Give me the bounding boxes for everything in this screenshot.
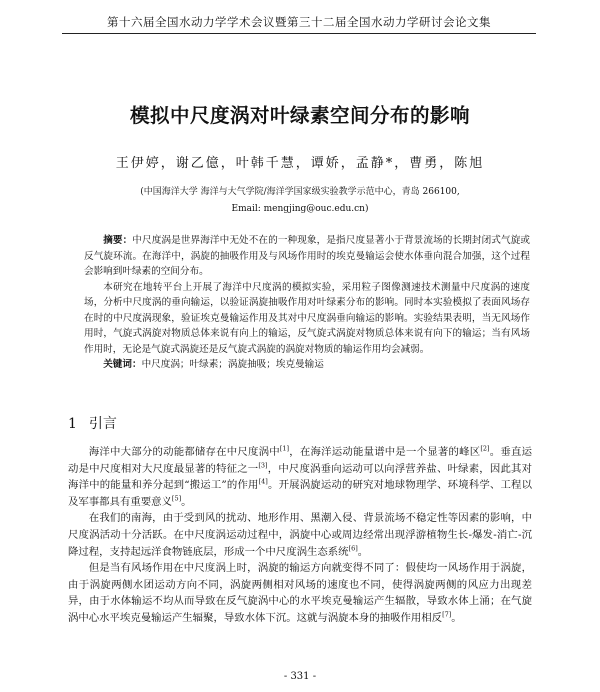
abstract-paragraph-1 xyxy=(84,233,530,280)
intro-paragraph-3 xyxy=(68,560,532,626)
intro-text: ，在海洋运动能量谱中是一个显著的峰区 xyxy=(289,446,481,458)
introduction-body xyxy=(68,444,532,627)
intro-paragraph-2 xyxy=(68,510,532,560)
intro-text: ，中尺度涡垂向运动可以向浮营养盐、叶绿素，因此其对海洋中的能量和养分起到“搬运工”的作用 xyxy=(68,462,532,492)
section-title: 引言 xyxy=(88,416,117,432)
affiliation: (中国海洋大学 海洋与大气学院/海洋学国家级实验教学示范中心，青岛 266100, xyxy=(140,187,460,197)
keywords-line xyxy=(84,357,530,373)
keywords-label: 关键词： xyxy=(103,359,142,370)
intro-text: 但是当有风场作用在中尺度涡上时，涡旋的输运方向就变得不同了：假使均一风场作用于涡旋，由于涡旋两侧水团运动方向不同，涡旋两侧相对风场的速度也不同，使得涡旋两侧的风应力出现差异，由于水体输运不均从而导致在反气旋涡中心的水平埃克曼输运产生辐散，导致水体上涌；在气旋涡中心水平埃克曼输运产生辐聚，导致水体下沉。这就与涡旋本身的抽吸作用相反 xyxy=(68,562,532,624)
intro-paragraph-1 xyxy=(68,444,532,510)
paper-title: 模拟中尺度涡对叶绿素空间分布的影响 xyxy=(129,104,470,127)
citation: [2] xyxy=(480,444,490,453)
page-number: - 331 - xyxy=(283,671,317,682)
intro-text: 。 xyxy=(181,495,192,508)
section-number: 1 xyxy=(68,416,77,432)
citation: [5] xyxy=(171,494,182,503)
section-heading xyxy=(68,413,117,433)
citation: [6] xyxy=(348,544,358,553)
running-header: 第十六届全国水动力学学术会议暨第三十二届全国水动力学研讨会论文集 xyxy=(62,14,536,34)
keywords-text: 中尺度涡；叶绿素；涡旋抽吸；埃克曼输运 xyxy=(141,359,324,370)
intro-text: 。开展涡旋运动的研究对地球物理学、环境科学、工程以及军事都具有重要意义 xyxy=(68,479,532,508)
abstract-text-1: 中尺度涡是世界海洋中无处不在的一种现象，是指尺度显著小于背景流场的长期封闭式气旋或反气旋环流。在海洋中，涡旋的抽吸作用及与风场作用时的埃克曼输运会使水体垂向混合加强，这个过程会影响到叶绿素的空间分布。 xyxy=(84,235,530,277)
citation: [3] xyxy=(258,461,268,470)
intro-text: 在我们的南海，由于受到风的扰动、地形作用、黑潮入侵、背景流场不稳定性等因素的影响，中尺度涡活动十分活跃。在中尺度涡运动过程中，涡旋中心或周边经常出现浮游植物生长-爆发-消亡-沉降过程，支持起远洋食物链底层，形成一个中尺度涡生态系统 xyxy=(68,512,532,558)
author-list: 王伊婷，谢乙億，叶韩千慧，谭娇，孟静*，曹勇，陈旭 xyxy=(115,156,485,171)
intro-text: 海洋中大部分的动能都储存在中尺度涡中 xyxy=(88,446,280,458)
abstract-block xyxy=(84,233,530,373)
email-line: Email: mengjing@ouc.edu.cn) xyxy=(231,204,369,214)
abstract-label: 摘要： xyxy=(103,235,133,246)
intro-text: 。 xyxy=(451,611,462,624)
citation: [7] xyxy=(442,610,452,619)
citation: [1] xyxy=(279,444,290,453)
intro-text: 。垂直运动是中尺度相对大尺度最显著的特征之一 xyxy=(68,446,533,475)
abstract-paragraph-2: 本研究在地转平台上开展了海洋中尺度涡的模拟实验，采用粒子图像测速技术测量中尺度涡的速度场，分析中尺度涡的垂向输运，以验证涡旋抽吸作用对叶绿素分布的影响。同时本实验模拟了表面风场存在时的中尺度涡现象，验证埃克曼输运作用及其对中尺度涡垂向输运的影响。实验结果表明，当无风场作用时，气旋式涡旋对物质总体来说有向上的输运，反气旋式涡旋对物质总体来说有向下的输运；当有风场作用时，无论是气旋式涡旋还是反气旋式涡旋的涡旋对物质的输运作用均会减弱。 xyxy=(84,281,530,355)
citation: [4] xyxy=(258,477,268,486)
intro-text: 。 xyxy=(357,545,369,558)
